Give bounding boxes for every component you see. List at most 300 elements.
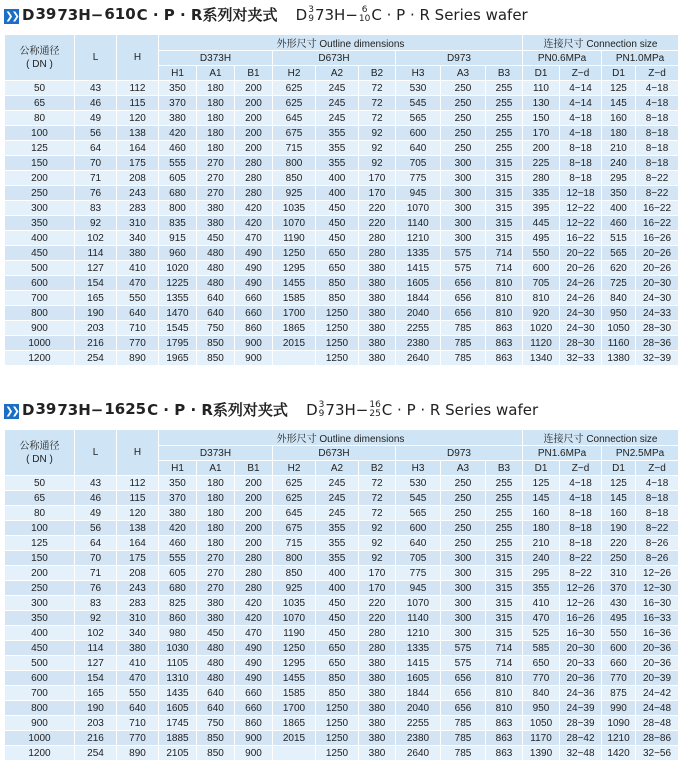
table-cell: 255 xyxy=(486,96,523,111)
table-cell: 20−26 xyxy=(560,261,602,276)
table-cell: 1844 xyxy=(396,686,441,701)
table-cell: 660 xyxy=(602,656,636,671)
table-cell: 380 xyxy=(359,351,396,366)
table-cell: 280 xyxy=(523,171,560,186)
table-cell: 220 xyxy=(602,536,636,551)
title-en-fraction xyxy=(359,6,370,24)
table-cell: 960 xyxy=(159,246,197,261)
table-cell: 380 xyxy=(359,686,396,701)
table-cell: 120 xyxy=(117,506,159,521)
table-cell: 20−26 xyxy=(636,261,679,276)
table-cell: 600 xyxy=(396,521,441,536)
table-cell: 640 xyxy=(117,306,159,321)
table-cell: 1745 xyxy=(159,716,197,731)
table-cell: 200 xyxy=(235,126,273,141)
table-cell: 810 xyxy=(486,291,523,306)
table-cell: 180 xyxy=(197,141,235,156)
column-subheader: H3 xyxy=(396,66,441,81)
table-cell: 1965 xyxy=(159,351,197,366)
table-cell: 300 xyxy=(441,171,486,186)
table-cell: 255 xyxy=(486,521,523,536)
table-cell: 380 xyxy=(359,306,396,321)
fraction-bottom: 25 xyxy=(369,408,381,419)
dn-cell: 50 xyxy=(5,476,75,491)
table-cell: 1340 xyxy=(523,351,560,366)
table-cell: 750 xyxy=(197,321,235,336)
table-cell: 255 xyxy=(486,141,523,156)
table-cell: 680 xyxy=(159,186,197,201)
table-cell: 315 xyxy=(486,596,523,611)
dn-cell: 400 xyxy=(5,231,75,246)
table-cell: 315 xyxy=(486,581,523,596)
table-cell: 24−33 xyxy=(636,306,679,321)
title-fraction xyxy=(35,400,57,418)
table-cell: 1070 xyxy=(396,596,441,611)
table-cell: 1415 xyxy=(396,261,441,276)
table-cell: 245 xyxy=(316,111,359,126)
table-cell: 255 xyxy=(486,81,523,96)
table-cell: 490 xyxy=(235,261,273,276)
table-cell: 138 xyxy=(117,521,159,536)
table-cell: 154 xyxy=(75,671,117,686)
table-cell: 656 xyxy=(441,291,486,306)
table-cell: 450 xyxy=(316,231,359,246)
table-cell: 545 xyxy=(396,96,441,111)
table-row xyxy=(5,626,679,641)
title-fraction xyxy=(104,400,147,418)
table-cell: 280 xyxy=(235,581,273,596)
table-cell: 380 xyxy=(359,671,396,686)
table-cell: 216 xyxy=(75,336,117,351)
table-body xyxy=(5,81,679,366)
table-cell: 190 xyxy=(602,521,636,536)
table-cell: 8−18 xyxy=(560,521,602,536)
table-cell: 8−18 xyxy=(636,111,679,126)
table-cell: 92 xyxy=(359,536,396,551)
table-cell: 660 xyxy=(235,701,273,716)
table-cell: 550 xyxy=(117,686,159,701)
dn-cell: 600 xyxy=(5,671,75,686)
table-cell: 16−22 xyxy=(560,231,602,246)
table-cell: 71 xyxy=(75,566,117,581)
dn-cell: 80 xyxy=(5,111,75,126)
table-cell: 255 xyxy=(486,536,523,551)
table-cell: 200 xyxy=(235,536,273,551)
table-row xyxy=(5,596,679,611)
table-cell: 2640 xyxy=(396,351,441,366)
table-cell: 20−36 xyxy=(636,656,679,671)
table-cell: 1190 xyxy=(273,626,316,641)
table-cell: 355 xyxy=(316,521,359,536)
table-cell: 656 xyxy=(441,671,486,686)
table-cell: 1865 xyxy=(273,321,316,336)
table-cell: 8−22 xyxy=(636,171,679,186)
fraction-top: 6 xyxy=(361,4,368,15)
dn-cell: 1200 xyxy=(5,351,75,366)
dn-cell: 600 xyxy=(5,276,75,291)
fraction-top: 3 xyxy=(35,5,46,23)
dn-cell: 700 xyxy=(5,686,75,701)
table-cell: 863 xyxy=(486,336,523,351)
table-cell: 450 xyxy=(316,596,359,611)
table-cell: 283 xyxy=(117,596,159,611)
table-cell: 640 xyxy=(197,701,235,716)
table-cell: 656 xyxy=(441,276,486,291)
table-cell: 16−26 xyxy=(636,231,679,246)
table-cell: 164 xyxy=(117,536,159,551)
table-cell: 480 xyxy=(197,641,235,656)
table-cell: 470 xyxy=(235,626,273,641)
table-cell: 300 xyxy=(441,626,486,641)
table-cell: 1210 xyxy=(396,626,441,641)
title-suffix: C · P · R系列对夹式 xyxy=(136,6,278,24)
table-cell: 20−26 xyxy=(636,246,679,261)
table-cell: 380 xyxy=(359,261,396,276)
table-cell: 1605 xyxy=(396,671,441,686)
dn-cell: 800 xyxy=(5,306,75,321)
table-cell: 710 xyxy=(117,321,159,336)
table-cell: 863 xyxy=(486,746,523,761)
table-cell: 785 xyxy=(441,716,486,731)
table-cell: 125 xyxy=(523,476,560,491)
dn-cell: 200 xyxy=(5,566,75,581)
table-cell: 250 xyxy=(602,551,636,566)
table-cell: 250 xyxy=(441,126,486,141)
table-cell: 4−18 xyxy=(636,476,679,491)
table-cell: 850 xyxy=(273,171,316,186)
table-cell: 785 xyxy=(441,351,486,366)
table-cell: 72 xyxy=(359,96,396,111)
table-cell: 980 xyxy=(159,626,197,641)
table-cell: 785 xyxy=(441,321,486,336)
dn-cell: 1200 xyxy=(5,746,75,761)
table-cell: 180 xyxy=(197,476,235,491)
table-cell: 355 xyxy=(316,126,359,141)
table-cell: 645 xyxy=(273,506,316,521)
table-cell: 725 xyxy=(602,276,636,291)
table-cell: 190 xyxy=(75,701,117,716)
title-en-mid: 73H− xyxy=(325,400,369,419)
table-cell: 160 xyxy=(602,506,636,521)
fraction-bottom: 9 xyxy=(308,13,314,24)
table-cell: 350 xyxy=(159,81,197,96)
table-cell: 1250 xyxy=(316,716,359,731)
table-cell: 4−14 xyxy=(560,96,602,111)
table-cell: 1030 xyxy=(159,641,197,656)
table-row xyxy=(5,491,679,506)
table-cell: 72 xyxy=(359,476,396,491)
table-cell: 460 xyxy=(159,141,197,156)
table-cell: 180 xyxy=(197,536,235,551)
table-cell: 127 xyxy=(75,656,117,671)
table-cell: 605 xyxy=(159,566,197,581)
outline-dimensions-header: 外形尺寸 Outline dimensions xyxy=(159,430,523,446)
table-cell: 410 xyxy=(117,261,159,276)
table-cell: 170 xyxy=(523,126,560,141)
table-cell: 72 xyxy=(359,506,396,521)
table-cell: 650 xyxy=(316,246,359,261)
table-cell: 920 xyxy=(523,306,560,321)
dn-cell: 450 xyxy=(5,641,75,656)
table-cell: 200 xyxy=(235,476,273,491)
table-cell: 840 xyxy=(523,686,560,701)
table-cell: 16−33 xyxy=(636,611,679,626)
table-cell: 660 xyxy=(235,291,273,306)
table-cell: 1435 xyxy=(159,686,197,701)
table-cell: 315 xyxy=(486,216,523,231)
table-row xyxy=(5,216,679,231)
table-cell: 545 xyxy=(396,491,441,506)
table-cell: 245 xyxy=(316,491,359,506)
table-cell: 400 xyxy=(316,186,359,201)
table-cell: 640 xyxy=(396,141,441,156)
table-cell: 1380 xyxy=(602,351,636,366)
table-cell: 8−18 xyxy=(636,506,679,521)
table-cell: 1070 xyxy=(273,216,316,231)
table-cell: 650 xyxy=(316,641,359,656)
table-cell: 890 xyxy=(117,351,159,366)
column-subheader: B3 xyxy=(486,66,523,81)
column-subheader: A2 xyxy=(316,461,359,476)
table-cell: 490 xyxy=(235,246,273,261)
table-cell: 1295 xyxy=(273,261,316,276)
dn-cell: 500 xyxy=(5,261,75,276)
table-cell: 8−18 xyxy=(636,491,679,506)
dn-cell: 100 xyxy=(5,521,75,536)
dn-cell: 300 xyxy=(5,201,75,216)
table-cell: 220 xyxy=(359,201,396,216)
table-cell: 380 xyxy=(359,701,396,716)
table-cell: 165 xyxy=(75,291,117,306)
table-cell: 1250 xyxy=(273,641,316,656)
column-subheader: H2 xyxy=(273,66,316,81)
table-cell: 480 xyxy=(197,261,235,276)
table-cell: 92 xyxy=(359,156,396,171)
table-cell: 270 xyxy=(197,186,235,201)
table-cell: 450 xyxy=(316,626,359,641)
table-row xyxy=(5,566,679,581)
dn-cell: 250 xyxy=(5,581,75,596)
table-cell: 1090 xyxy=(602,716,636,731)
table-cell: 145 xyxy=(602,491,636,506)
table-cell: 800 xyxy=(159,201,197,216)
table-cell: 92 xyxy=(359,551,396,566)
fraction-bottom: 10 xyxy=(358,13,371,24)
table-cell: 925 xyxy=(273,581,316,596)
table-cell: 1585 xyxy=(273,291,316,306)
table-row xyxy=(5,351,679,366)
double-chevron-icon: ❯❯ xyxy=(5,406,18,417)
table-cell: 714 xyxy=(486,641,523,656)
table-cell: 640 xyxy=(117,701,159,716)
table-cell: 714 xyxy=(486,656,523,671)
table-cell: 280 xyxy=(235,156,273,171)
spec-table xyxy=(4,429,679,761)
table-cell: 650 xyxy=(316,261,359,276)
table-cell: 380 xyxy=(359,276,396,291)
table-cell: 295 xyxy=(523,566,560,581)
table-cell: 810 xyxy=(486,701,523,716)
title-en-prefix: D xyxy=(306,400,318,419)
table-cell: 165 xyxy=(75,686,117,701)
title-suffix: C · P · R系列对夹式 xyxy=(147,401,288,419)
table-cell: 810 xyxy=(486,306,523,321)
title-prefix: D xyxy=(22,5,35,24)
table-cell: 656 xyxy=(441,306,486,321)
table-row xyxy=(5,551,679,566)
table-cell: 714 xyxy=(486,246,523,261)
table-cell: 945 xyxy=(396,581,441,596)
table-cell: 340 xyxy=(117,231,159,246)
table-cell: 1210 xyxy=(602,731,636,746)
table-cell: 835 xyxy=(159,216,197,231)
table-cell: 180 xyxy=(197,96,235,111)
table-row xyxy=(5,506,679,521)
column-subheader: Z−d xyxy=(560,461,602,476)
table-cell: 770 xyxy=(523,671,560,686)
table-cell: 300 xyxy=(441,216,486,231)
table-cell: 250 xyxy=(441,521,486,536)
table-cell xyxy=(273,746,316,761)
table-cell: 355 xyxy=(316,141,359,156)
dn-cell: 1000 xyxy=(5,336,75,351)
table-cell: 470 xyxy=(117,276,159,291)
table-cell: 300 xyxy=(441,581,486,596)
table-cell: 190 xyxy=(75,306,117,321)
table-cell: 24−30 xyxy=(636,291,679,306)
table-cell: 170 xyxy=(359,171,396,186)
column-subheader: H1 xyxy=(159,461,197,476)
table-cell: 164 xyxy=(117,141,159,156)
dn-cell: 400 xyxy=(5,626,75,641)
table-cell: 16−30 xyxy=(560,626,602,641)
table-row xyxy=(5,201,679,216)
table-cell: 1545 xyxy=(159,321,197,336)
table-cell: 64 xyxy=(75,536,117,551)
table-cell: 770 xyxy=(117,336,159,351)
fraction-bottom: 9 xyxy=(45,400,57,418)
table-cell: 450 xyxy=(316,611,359,626)
table-cell: 76 xyxy=(75,186,117,201)
table-cell: 315 xyxy=(486,626,523,641)
table-cell: 8−18 xyxy=(636,156,679,171)
table-cell: 115 xyxy=(117,491,159,506)
table-cell: 32−39 xyxy=(636,351,679,366)
table-cell: 850 xyxy=(197,351,235,366)
table-cell: 1455 xyxy=(273,671,316,686)
table-cell: 2015 xyxy=(273,731,316,746)
table-row xyxy=(5,246,679,261)
table-cell: 1795 xyxy=(159,336,197,351)
table-cell: 705 xyxy=(396,551,441,566)
table-cell: 450 xyxy=(316,216,359,231)
table-cell: 16−22 xyxy=(636,201,679,216)
table-cell: 600 xyxy=(396,126,441,141)
table-cell: 800 xyxy=(273,551,316,566)
table-cell: 380 xyxy=(359,656,396,671)
table-cell: 1310 xyxy=(159,671,197,686)
spec-section-pn16-pn25 xyxy=(4,395,672,761)
table-cell: 120 xyxy=(117,111,159,126)
table-cell: 420 xyxy=(159,126,197,141)
table-row xyxy=(5,231,679,246)
pn2-header: PN2.5MPa xyxy=(602,446,679,461)
pn1-header: PN1.6MPa xyxy=(523,446,602,461)
table-cell: 180 xyxy=(197,491,235,506)
table-cell: 380 xyxy=(159,111,197,126)
table-cell: 1105 xyxy=(159,656,197,671)
table-cell: 850 xyxy=(197,336,235,351)
table-cell: 380 xyxy=(197,201,235,216)
table-cell: 710 xyxy=(117,716,159,731)
column-subheader: H2 xyxy=(273,461,316,476)
table-cell: 12−26 xyxy=(560,596,602,611)
table-row xyxy=(5,701,679,716)
table-cell: 800 xyxy=(273,156,316,171)
table-cell: 1160 xyxy=(602,336,636,351)
table-cell: 480 xyxy=(197,671,235,686)
table-cell: 20−30 xyxy=(636,276,679,291)
table-cell: 715 xyxy=(273,141,316,156)
table-cell: 125 xyxy=(602,81,636,96)
table-cell: 300 xyxy=(441,201,486,216)
group-header-d673h: D673H xyxy=(273,51,396,66)
title-en-mid: 73H− xyxy=(314,5,358,24)
double-chevron-icon: ❯❯ xyxy=(5,11,18,22)
table-cell: 115 xyxy=(117,96,159,111)
table-cell: 850 xyxy=(273,566,316,581)
table-cell: 350 xyxy=(159,476,197,491)
dn-header-line1: 公称通径 xyxy=(19,45,60,57)
table-cell: 12−18 xyxy=(560,186,602,201)
table-cell: 16−22 xyxy=(636,216,679,231)
table-cell: 180 xyxy=(197,126,235,141)
table-cell: 8−18 xyxy=(560,536,602,551)
table-cell: 555 xyxy=(159,156,197,171)
section-title-text xyxy=(22,399,538,420)
table-cell: 160 xyxy=(602,111,636,126)
table-cell: 24−30 xyxy=(560,306,602,321)
table-cell: 295 xyxy=(602,171,636,186)
table-cell: 490 xyxy=(235,276,273,291)
table-cell: 315 xyxy=(486,551,523,566)
table-cell: 395 xyxy=(523,201,560,216)
table-cell: 24−26 xyxy=(560,291,602,306)
table-cell: 1585 xyxy=(273,686,316,701)
table-cell: 1415 xyxy=(396,656,441,671)
table-cell: 245 xyxy=(316,96,359,111)
table-row xyxy=(5,641,679,656)
table-cell: 28−42 xyxy=(560,731,602,746)
table-cell: 380 xyxy=(197,216,235,231)
table-cell: 555 xyxy=(159,551,197,566)
fraction-top: 6 xyxy=(104,5,115,23)
table-cell: 850 xyxy=(316,291,359,306)
table-cell: 430 xyxy=(602,596,636,611)
table-cell: 490 xyxy=(235,641,273,656)
fraction-top: 16 xyxy=(104,400,126,418)
table-cell: 810 xyxy=(486,686,523,701)
dn-header-line1: 公称通径 xyxy=(19,440,60,452)
table-cell: 1035 xyxy=(273,201,316,216)
dn-cell: 700 xyxy=(5,291,75,306)
title-en-suffix: C · P · R Series wafer xyxy=(381,400,539,419)
table-cell: 200 xyxy=(523,141,560,156)
dn-cell: 50 xyxy=(5,81,75,96)
table-cell: 1250 xyxy=(316,701,359,716)
connection-size-header: 连接尺寸 Connection size xyxy=(523,430,679,446)
table-cell: 850 xyxy=(197,731,235,746)
